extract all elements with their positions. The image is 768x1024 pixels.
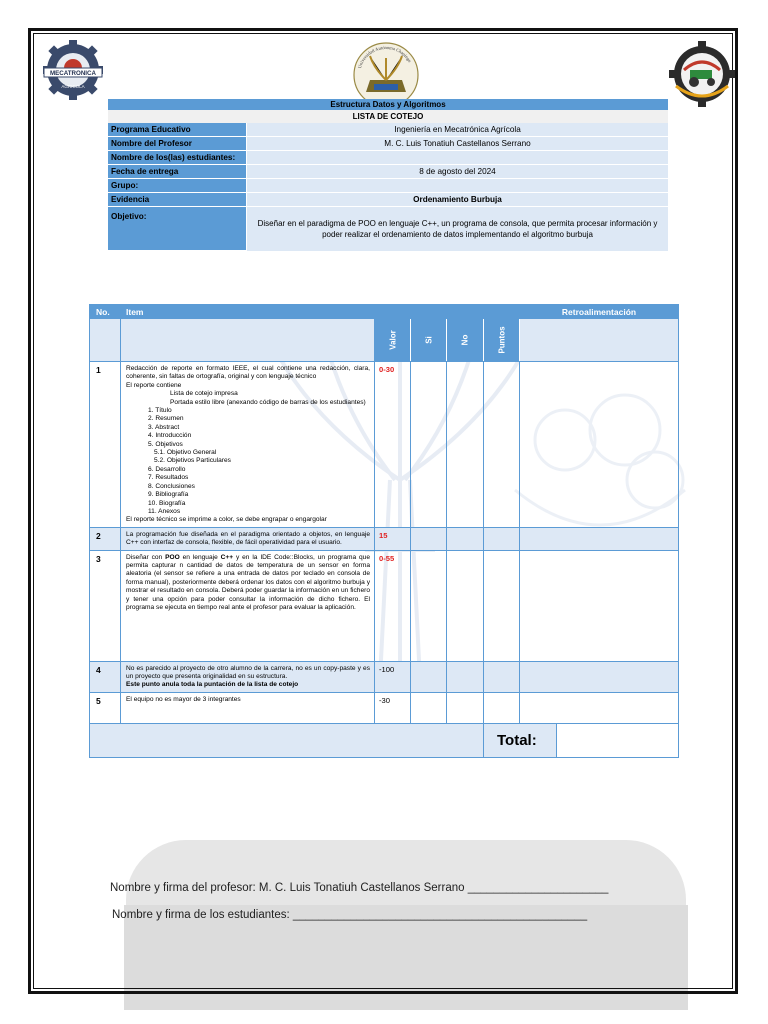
row-retro-cell[interactable] [520, 362, 678, 527]
header-puntos: Puntos [497, 326, 506, 354]
row-si-cell[interactable] [411, 662, 447, 692]
field-label: Nombre del Profesor [108, 137, 246, 151]
total-value-cell[interactable] [557, 724, 678, 757]
logo-left-subtext: AGRICOLA [61, 84, 85, 89]
row-no-cell[interactable] [447, 693, 484, 723]
table-row [90, 361, 678, 527]
total-row [90, 723, 678, 757]
header-block [108, 99, 668, 252]
field-value: 8 de agosto del 2024 [246, 165, 668, 179]
field-value: M. C. Luis Tonatiuh Castellanos Serrano [246, 137, 668, 151]
row-si-cell[interactable] [411, 362, 447, 527]
row-puntos-cell[interactable] [484, 551, 520, 661]
row-valor: 0-55 [375, 551, 411, 661]
field-row-programa [108, 123, 668, 137]
table-row [90, 550, 678, 661]
students-signature-line[interactable]: Nombre y firma de los estudiantes: ______________________________________________ [112, 909, 588, 921]
header-valor: Valor [388, 330, 397, 350]
row-item-text: El equipo no es mayor de 3 integrantes [121, 693, 375, 723]
field-label: Nombre de los(las) estudiantes: [108, 151, 246, 165]
mecatronica-logo-icon [38, 38, 108, 102]
field-row-estudiantes [108, 151, 668, 165]
center-logo-text: Universidad Autónoma Chapingo [356, 44, 413, 69]
row-item-text: No es parecido al proyecto de otro alumno de la carrera, no es un copy-paste y es un proyecto que presenta originalidad en su estructura. Este punto anula toda la puntación de la lista de cotejo [121, 662, 375, 692]
field-row-fecha [108, 165, 668, 179]
header-si: Si [424, 336, 433, 344]
row-no-cell[interactable] [447, 362, 484, 527]
row-no-cell[interactable] [447, 551, 484, 661]
table-row [90, 527, 678, 550]
row-si-cell[interactable] [411, 693, 447, 723]
row-valor: -100 [375, 662, 411, 692]
row-no-cell[interactable] [447, 662, 484, 692]
row-puntos-cell[interactable] [484, 362, 520, 527]
table-header-row [90, 305, 678, 319]
row-no-cell[interactable] [447, 528, 484, 550]
row-valor: 0-30 [375, 362, 411, 527]
row-si-cell[interactable] [411, 528, 447, 550]
table-row [90, 661, 678, 692]
row-item-text: Diseñar con POO en lenguaje C++ y en la IDE Code::Blocks, un programa que permita capturar n cantidad de datos de temperatura de un sensor en forma aleatoria (el sensor se refiere a una entrada de datos por teclado en consola de forma manual), posteriormente deberá ordenar los datos con el algoritmo burbuja y mostrar el resultado en consola. Deberá poder guardar la información en un fichero y tener una opción para poder consultar la información de dicho fichero. El programa se ejecuta en tiempo real ante el profesor para evaluar la aplicación. [121, 551, 375, 661]
header-item: Item [126, 307, 144, 317]
row-puntos-cell[interactable] [484, 528, 520, 550]
field-label: Programa Educativo [108, 123, 246, 137]
field-row-objetivo [108, 207, 668, 252]
checklist-table [89, 304, 679, 758]
objective-text: Diseñar en el paradigma de POO en lenguaje C++, un programa de consola, que permita procesar información y poder realizar el ordenamiento de datos implementando el algoritmo burbuja [246, 207, 668, 252]
header-no: No. [96, 307, 110, 317]
field-row-evidencia [108, 193, 668, 207]
row-number: 4 [90, 662, 121, 692]
field-value-estudiantes[interactable] [246, 151, 668, 165]
field-row-grupo [108, 179, 668, 193]
header-retro: Retroalimentación [561, 307, 637, 317]
objective-label: Objetivo: [108, 207, 246, 251]
header-no-col: No [460, 334, 470, 346]
row-retro-cell[interactable] [520, 551, 678, 661]
field-label: Fecha de entrega [108, 165, 246, 179]
field-value: Ordenamiento Burbuja [246, 193, 668, 207]
row-valor: 15 [375, 528, 411, 550]
row-number: 2 [90, 528, 121, 550]
row-puntos-cell[interactable] [484, 662, 520, 692]
field-value: Ingeniería en Mecatrónica Agrícola [246, 123, 668, 137]
total-label: Total: [484, 724, 557, 757]
agricultural-gear-logo-icon [668, 40, 736, 108]
table-subheader-row [90, 319, 678, 361]
table-row [90, 692, 678, 723]
row-item-text: La programación fue diseñada en el paradigma orientado a objetos, en lenguaje C++ con interfaz de consola, flexible, de fácil operatividad para el usuario. [121, 528, 375, 550]
row-si-cell[interactable] [411, 551, 447, 661]
row-retro-cell[interactable] [520, 528, 678, 550]
field-value-grupo[interactable] [246, 179, 668, 193]
doc-title: LISTA DE COTEJO [108, 110, 668, 123]
field-label: Evidencia [108, 193, 246, 207]
row-number: 5 [90, 693, 121, 723]
field-label: Grupo: [108, 179, 246, 193]
row-number: 3 [90, 551, 121, 661]
row-retro-cell[interactable] [520, 662, 678, 692]
professor-signature-line[interactable]: Nombre y firma del profesor: M. C. Luis Tonatiuh Castellanos Serrano ______________________ [110, 882, 609, 894]
field-row-profesor [108, 137, 668, 151]
course-title-bar: Estructura Datos y Algoritmos [108, 99, 668, 110]
row-item-text: Redacción de reporte en formato IEEE, el cual contiene una redacción, clara, coherente, sin faltas de ortografía, original y con lenguaje técnico El reporte contiene Lista de cotejo impresa Portada estilo libre (anexando código de barras de los estudiantes) 1. Título 2. Resumen 3. Abstract 4. Introducción 5. Objetivos 5.1. Objetivo General 5.2. Objetivos Particulares 6. Desarrollo 7. Resultados 8. Conclusiones 9. Bibliografía 10. Biografía 11. Anexos El reporte técnico se imprime a color, se debe engrapar o engargolar [121, 362, 375, 527]
row-retro-cell[interactable] [520, 693, 678, 723]
row-number: 1 [90, 362, 121, 527]
logo-left-text: MECATRONICA [50, 70, 96, 77]
row-valor: -30 [375, 693, 411, 723]
row-puntos-cell[interactable] [484, 693, 520, 723]
